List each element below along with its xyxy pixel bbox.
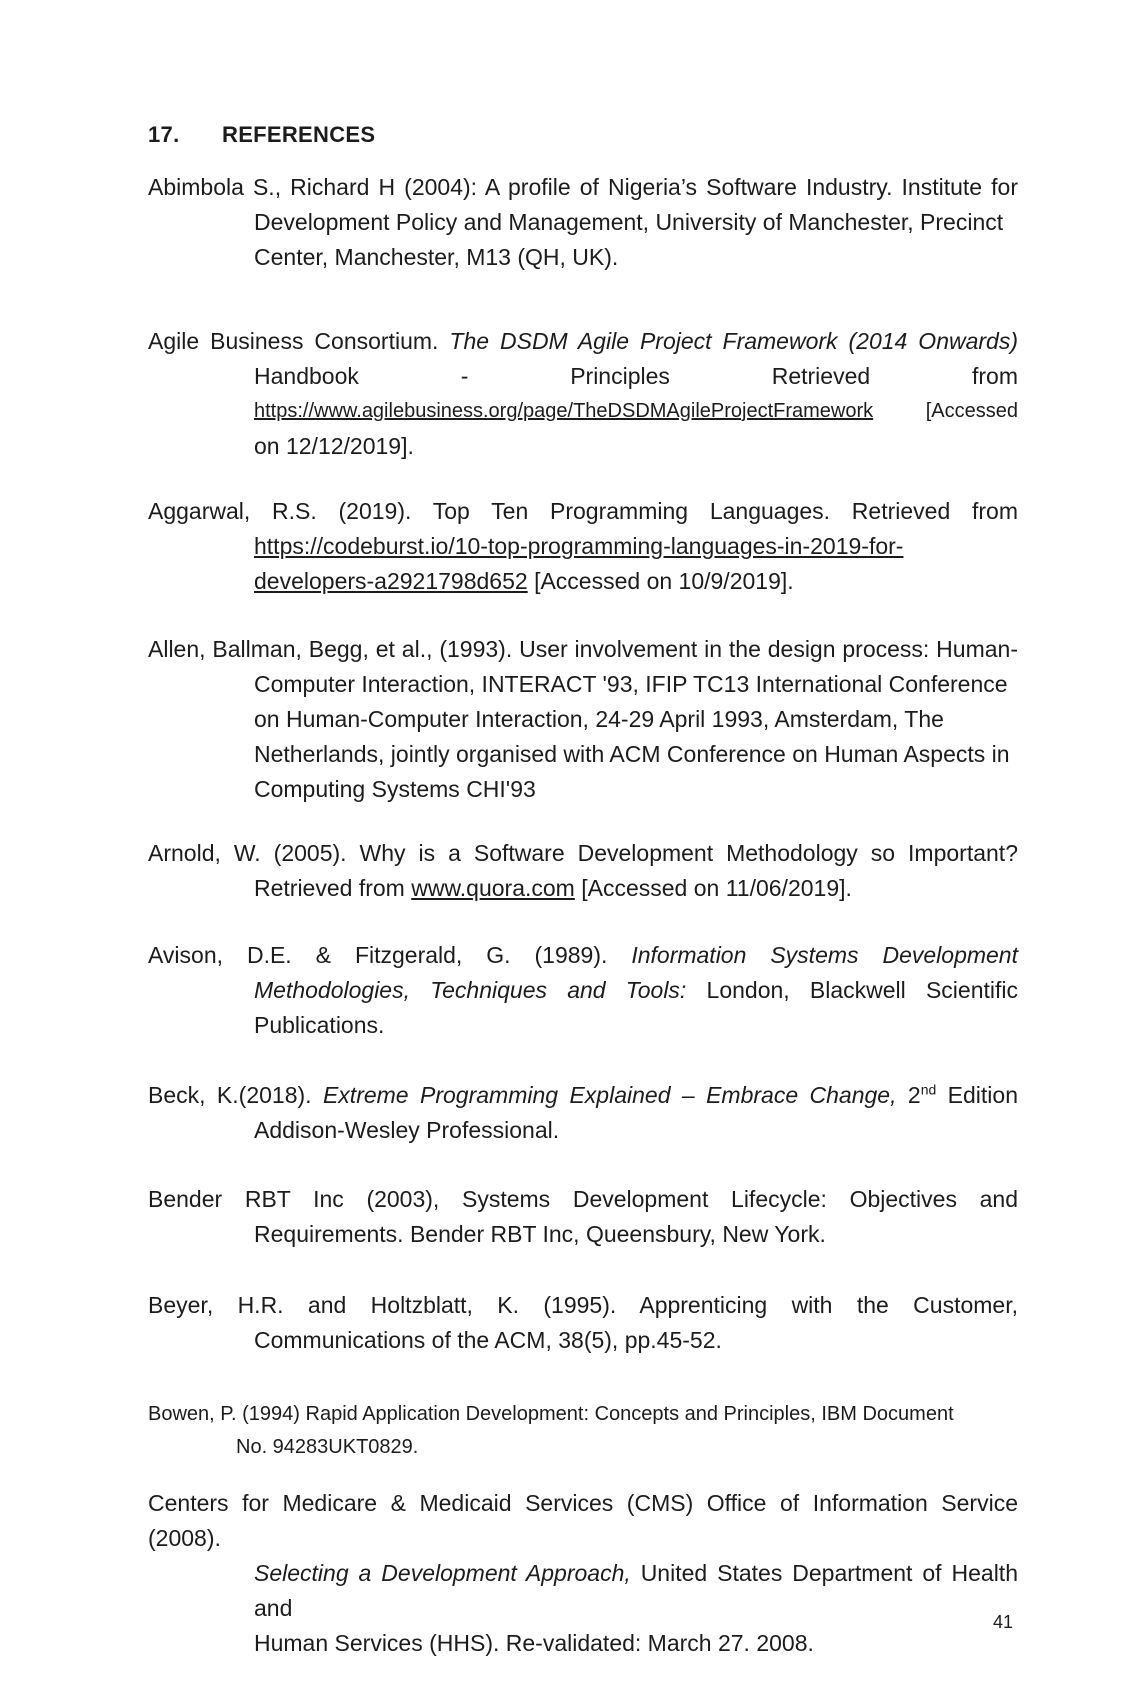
reference-title: Selecting a Development Approach, [254,1560,631,1586]
reference-line: Publications. [254,1012,385,1038]
reference-entry [148,836,1018,906]
reference-line: Abimbola S., Richard H (2004): A profile of Nigeria’s Software Industry. Institute for [148,174,1018,200]
reference-publisher: London, Blackwell Scientific [686,977,1018,1003]
reference-accessed: [Accessed [925,400,1018,422]
reference-edition: 2 [896,1082,921,1108]
reference-line: Communications of the ACM, 38(5), pp.45-52. [254,1327,722,1353]
section-heading [148,122,375,148]
reference-line: Bowen, P. (1994) Rapid Application Development: Concepts and Principles, IBM Document [148,1403,954,1425]
reference-line: Aggarwal, R.S. (2019). Top Ten Programming Languages. Retrieved from [148,498,1018,524]
reference-line: Center, Manchester, M13 (QH, UK). [254,244,619,270]
reference-line [148,938,1018,973]
reference-line [148,1556,1018,1626]
reference-line [148,1078,1018,1113]
reference-line [148,871,1018,906]
reference-line: Development Policy and Management, University of Manchester, Precinct [254,209,1004,235]
reference-line [148,324,1018,359]
reference-link[interactable]: www.quora.com [411,875,575,901]
reference-link[interactable]: developers-a2921798d652 [254,568,528,594]
reference-authors: Avison, D.E. & Fitzgerald, G. (1989). [148,942,608,968]
reference-word: Handbook [254,363,359,389]
reference-line: Beyer, H.R. and Holtzblatt, K. (1995). Apprenticing with the Customer, [148,1292,1018,1318]
reference-entry [148,324,1018,464]
reference-line: Netherlands, jointly organised with ACM Conference on Human Aspects in [254,741,1010,767]
reference-authors: Agile Business Consortium. [148,328,439,354]
reference-line: Arnold, W. (2005). Why is a Software Development Methodology so Important? [148,840,1018,866]
reference-edition: Edition [936,1082,1018,1108]
reference-link[interactable]: https://www.agilebusiness.org/page/TheDSDMAgileProjectFramework [254,400,874,422]
reference-title: Information Systems Development [631,942,1018,968]
reference-entry [148,1288,1018,1358]
reference-line: Bender RBT Inc (2003), Systems Development Lifecycle: Objectives and [148,1186,1018,1212]
reference-entry [148,494,1018,599]
section-title: REFERENCES [222,122,376,147]
reference-accessed: [Accessed on 11/06/2019]. [574,875,852,901]
reference-line: Allen, Ballman, Begg, et al., (1993). User involvement in the design process: Human- [148,636,1018,662]
reference-entry [148,1398,1018,1464]
reference-title: The DSDM Agile Project Framework (2014 Onwards) [449,328,1018,354]
reference-word: Principles [570,363,670,389]
reference-word: - [460,363,469,389]
reference-publisher: United States Department of Health and [254,1560,1018,1621]
reference-entry [148,632,1018,807]
reference-accessed: [Accessed on 10/9/2019]. [527,568,794,594]
reference-line [148,529,1018,564]
reference-line: on 12/12/2019]. [254,433,414,459]
reference-line: Addison-Wesley Professional. [254,1117,560,1143]
reference-line [148,394,1018,429]
page-number: 41 [992,1612,1013,1632]
reference-line [148,564,1018,599]
reference-entry [148,170,1018,275]
reference-title: Extreme Programming Explained – Embrace Change, [322,1082,897,1108]
reference-text: Retrieved from [254,875,412,901]
reference-edition-suffix: nd [920,1081,937,1098]
reference-word: Retrieved [771,363,871,389]
reference-authors: Beck, K.(2018). [148,1082,312,1108]
reference-word: from [972,363,1018,389]
reference-link[interactable]: https://codeburst.io/10-top-programming-languages-in-2019-for- [254,533,904,559]
reference-line [148,973,1018,1008]
reference-line: Computing Systems CHI'93 [254,776,536,802]
reference-line: Human Services (HHS). Re-validated: March 27. 2008. [254,1630,814,1656]
reference-line: No. 94283UKT0829. [236,1436,419,1458]
reference-entry [148,1486,1018,1661]
reference-entry [148,1078,1018,1148]
reference-line: on Human-Computer Interaction, 24-29 April 1993, Amsterdam, The [254,706,944,732]
reference-line [148,359,1018,394]
reference-entry [148,938,1018,1043]
reference-title: Methodologies, Techniques and Tools: [254,977,687,1003]
reference-entry [148,1182,1018,1252]
reference-line: Requirements. Bender RBT Inc, Queensbury, New York. [254,1221,826,1247]
section-number: 17. [148,122,180,147]
reference-line: Computer Interaction, INTERACT '93, IFIP TC13 International Conference [254,671,1008,697]
reference-line: Centers for Medicare & Medicaid Services (CMS) Office of Information Service (2008). [148,1490,1018,1551]
